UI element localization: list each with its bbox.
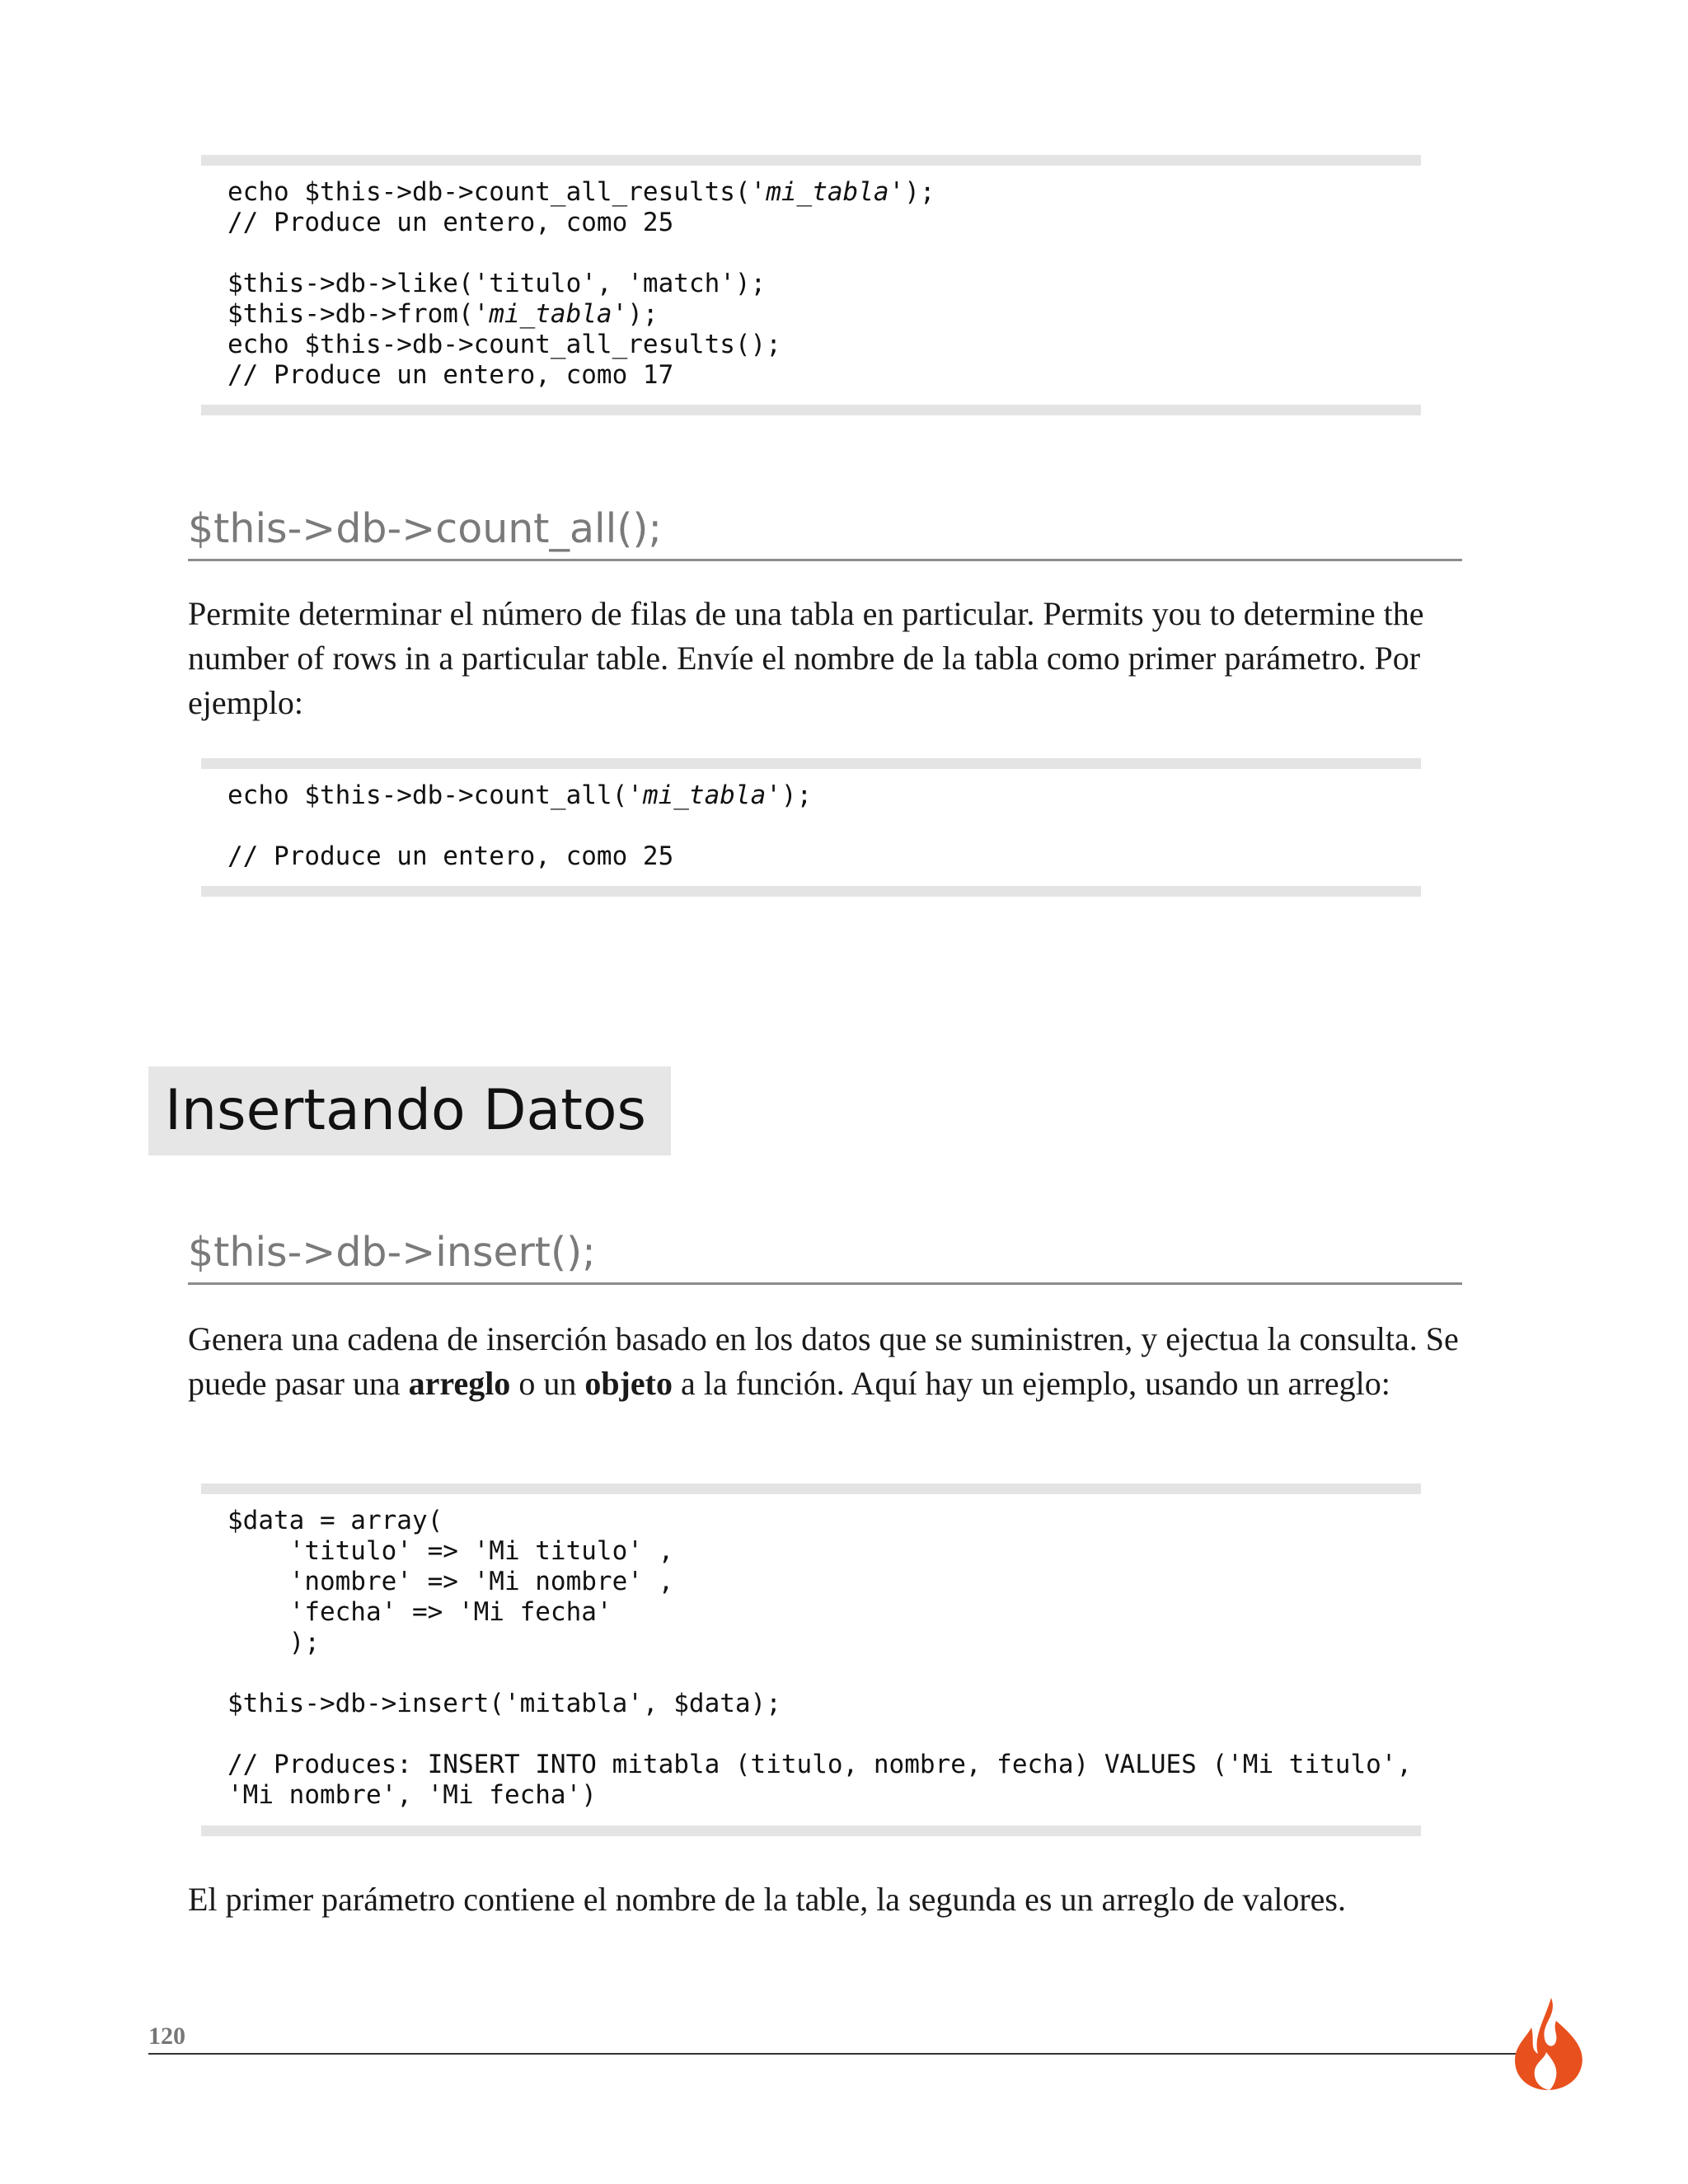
code-text: $data = array( 'titulo' => 'Mi titulo' , 'nombre' => 'Mi nombre' , 'fecha' => 'Mi fecha' ); $this->db->insert('mitabla', $data); // Produces: INSERT INTO mitabla (titulo, nombre, fecha) VALUES ('Mi titulo', 'Mi nombre', 'Mi fecha') <box>227 1506 1413 1810</box>
code-block-count-all <box>201 758 1421 897</box>
chapter-title: Insertando Datos <box>148 1066 671 1155</box>
page-number: 120 <box>148 2022 185 2050</box>
section-heading-insert: $this->db->insert(); <box>188 1228 1462 1285</box>
code-text: echo $this->db->count_all_results('mi_tabla'); // Produce un entero, como 25 $this->db->like('titulo', 'match'); $this->db->from('mi_tabla'); echo $this->db->count_all_results(); // Produce un entero, como 17 <box>227 177 935 390</box>
code-block-count-all-results <box>201 155 1421 415</box>
bold-arreglo: arreglo <box>408 1365 511 1402</box>
code-text: echo $this->db->count_all('mi_tabla'); // Produce un entero, como 25 <box>227 780 813 871</box>
paragraph-closing: El primer parámetro contiene el nombre de la table, la segunda es un arreglo de valores. <box>188 1881 1346 1918</box>
paragraph-insert: Genera una cadena de inserción basado en los datos que se suministren, y ejectua la consulta. Se puede pasar una arreglo o un objeto a la función. Aquí hay un ejemplo, usando un arreglo: <box>188 1320 1459 1402</box>
paragraph-count-all: Permite determinar el número de filas de una tabla en particular. Permits you to determine the number of rows in a particular table. Envíe el nombre de la tabla como primer parámetro. Por ejemplo: <box>188 595 1424 721</box>
footer-divider <box>148 2053 1533 2055</box>
codeigniter-flame-icon <box>1508 1994 1591 2092</box>
bold-objeto: objeto <box>584 1365 673 1402</box>
code-block-insert <box>201 1483 1421 1836</box>
section-heading-count-all: $this->db->count_all(); <box>188 504 1462 561</box>
